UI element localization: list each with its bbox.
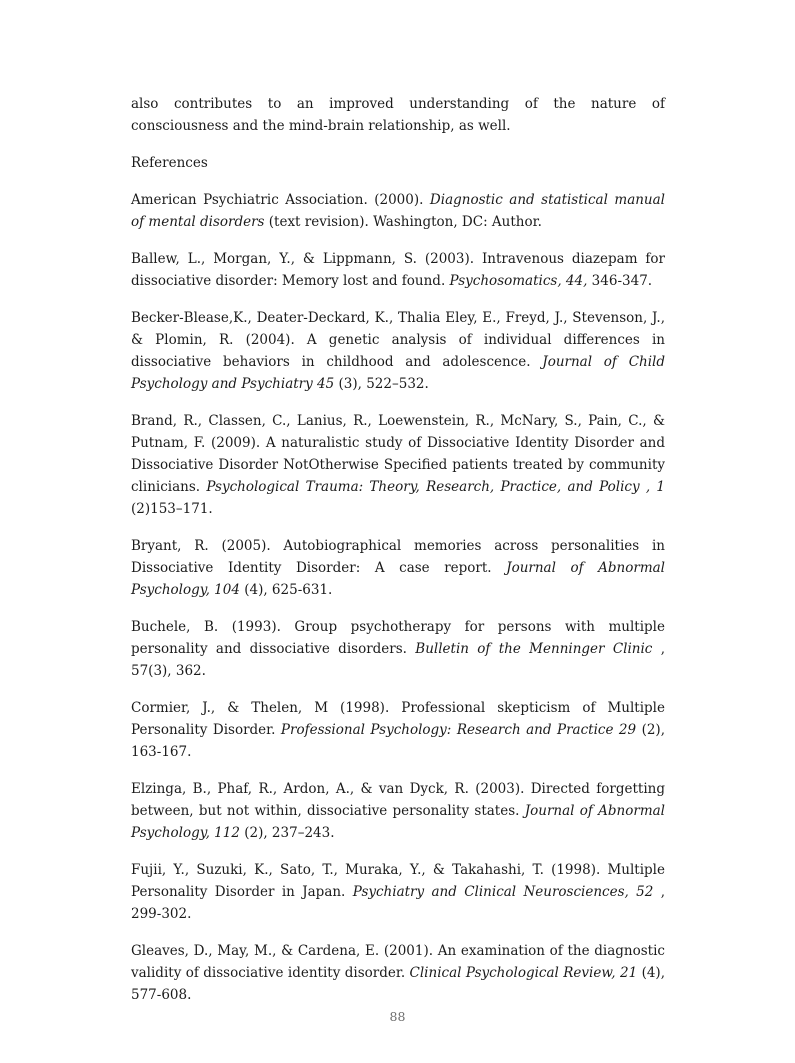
- text-run: Ballew, L., Morgan, Y., & Lippmann, S. (2003). Intravenous diazepam for dissociative disorder: Memory lost and found.: [131, 251, 665, 289]
- closing-paragraph: [131, 93, 665, 137]
- reference-bryant-2005: [131, 535, 665, 601]
- italic-text-run: Diagnostic and statistical manual of mental disorders: [131, 192, 665, 230]
- italic-text-run: Psychiatry and Clinical Neurosciences, 52: [352, 884, 654, 900]
- text-run: Cormier, J., & Thelen, M (1998). Professional skepticism of Multiple Personality Disorder.: [131, 700, 665, 738]
- text-run: Bryant, R. (2005). Autobiographical memories across personalities in Dissociative Identity Disorder: A case report.: [131, 538, 665, 576]
- references-heading: [131, 152, 665, 174]
- reference-becker-blease-2004: [131, 307, 665, 395]
- reference-fujii-1998: [131, 859, 665, 925]
- italic-text-run: Journal of Child Psychology and Psychiatry 45: [131, 354, 665, 392]
- italic-text-run: Clinical Psychological Review, 21: [409, 965, 638, 981]
- reference-brand-2009: [131, 410, 665, 520]
- text-run: (text revision). Washington, DC: Author.: [264, 214, 542, 230]
- italic-text-run: Journal of Abnormal Psychology, 112: [131, 803, 665, 841]
- reference-elzinga-2003: [131, 778, 665, 844]
- text-run: Becker-Blease,K., Deater-Deckard, K., Thalia Eley, E., Freyd, J., Stevenson, J., & Plomin, R. (2004). A genetic analysis of individual differences in dissociative behaviors in childhood and adolescence.: [131, 310, 665, 370]
- text-run: References: [131, 155, 208, 171]
- text-run: (4), 577-608.: [131, 965, 665, 1003]
- text-run: (2), 237–243.: [239, 825, 335, 841]
- text-run: (2), 163-167.: [131, 722, 665, 760]
- text-run: American Psychiatric Association. (2000).: [131, 192, 430, 208]
- text-run: Fujii, Y., Suzuki, K., Sato, T., Muraka, Y., & Takahashi, T. (1998). Multiple Personality Disorder in Japan.: [131, 862, 665, 900]
- reference-gleaves-2001: [131, 940, 665, 1006]
- page-body: [131, 93, 665, 1021]
- text-run: Elzinga, B., Phaf, R., Ardon, A., & van Dyck, R. (2003). Directed forgetting between, but not within, dissociative personality states.: [131, 781, 665, 819]
- text-run: (2)153–171.: [131, 501, 213, 517]
- text-run: also contributes to an improved understanding of the nature of consciousness and the mind-brain relationship, as well.: [131, 96, 665, 134]
- page-number: 88: [389, 1009, 406, 1024]
- text-run: 346-347.: [587, 273, 653, 289]
- reference-buchele-1993: [131, 616, 665, 682]
- italic-text-run: Bulletin of the Menninger Clinic: [415, 641, 653, 657]
- text-run: , 57(3), 362.: [131, 641, 665, 679]
- text-run: Brand, R., Classen, C., Lanius, R., Loewenstein, R., McNary, S., Pain, C., & Putnam, F. (2009). A naturalistic study of Dissociative Identity Disorder and Dissociative Disorder NotOtherwise Specified patients treated by community clinicians.: [131, 413, 665, 495]
- text-run: Buchele, B. (1993). Group psychotherapy for persons with multiple personality and dissociative disorders.: [131, 619, 665, 657]
- italic-text-run: Psychological Trauma: Theory, Research, Practice, and Policy , 1: [206, 479, 665, 495]
- reference-american-psychiatric-2000: [131, 189, 665, 233]
- text-run: (3), 522–532.: [334, 376, 429, 392]
- text-run: (4), 625-631.: [239, 582, 333, 598]
- reference-cormier-1998: [131, 697, 665, 763]
- italic-text-run: Psychosomatics, 44,: [449, 273, 588, 289]
- reference-ballew-2003: [131, 248, 665, 292]
- text-run: Gleaves, D., May, M., & Cardena, E. (2001). An examination of the diagnostic validity of dissociative identity disorder.: [131, 943, 665, 981]
- italic-text-run: Professional Psychology: Research and Practice 29: [280, 722, 637, 738]
- text-run: , 299-302.: [131, 884, 665, 922]
- italic-text-run: Journal of Abnormal Psychology, 104: [131, 560, 665, 598]
